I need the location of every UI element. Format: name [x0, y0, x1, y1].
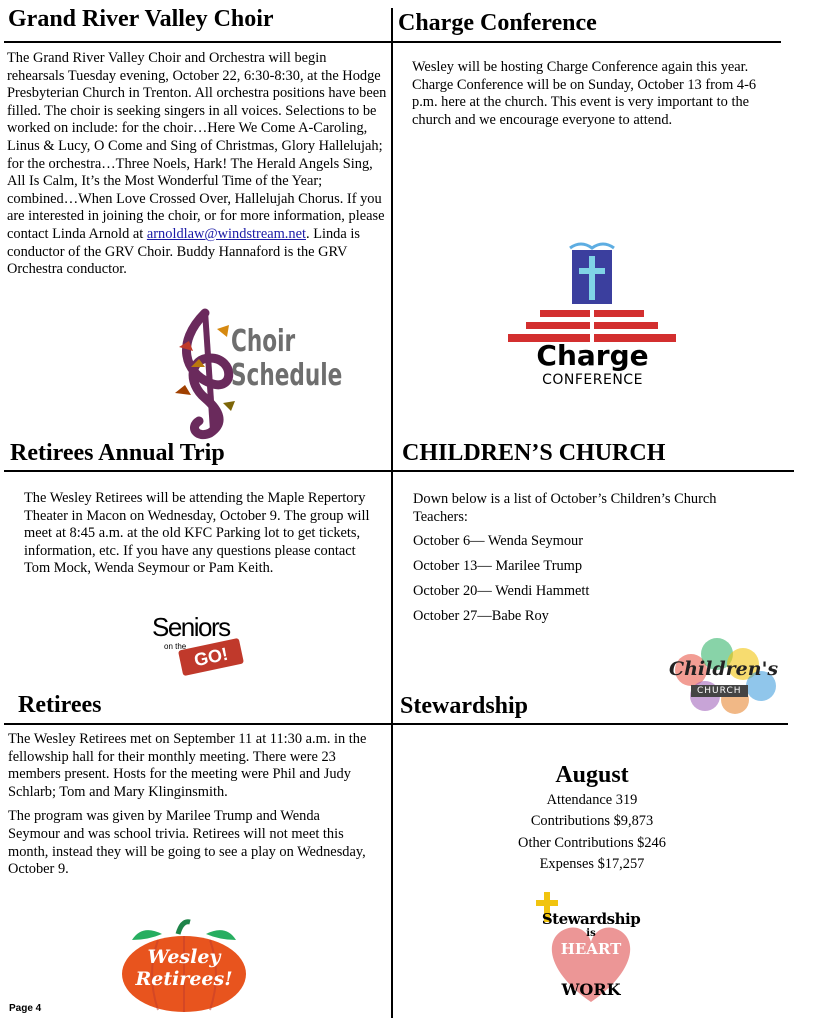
charge-logo-subtitle: CONFERENCE — [542, 372, 643, 388]
stewardship-line: Contributions $9,873 — [530, 813, 654, 830]
stewardship-line: Attendance 319 — [546, 792, 638, 808]
stewardship-heart-image — [530, 890, 652, 1014]
children-image-banner: CHURCH — [691, 685, 748, 697]
stewardship-line: Expenses $17,257 — [539, 855, 645, 872]
cross-steps-icon — [500, 240, 685, 352]
stewardship-image-line2: is — [586, 928, 596, 939]
pumpkin-line1: Wesley — [147, 946, 221, 968]
stewardship-image-line3: HEART — [560, 940, 622, 958]
teacher-item: October 6— Wenda Seymour — [413, 533, 584, 549]
charge-conference-logo — [500, 240, 685, 395]
charge-logo-title: Charge — [536, 339, 649, 372]
teacher-item: October 13— Marilee Trump — [413, 558, 583, 575]
stewardship-image-line1: Stewardship — [541, 910, 641, 928]
retirees-para-1: The Wesley Retirees met on September 11 at 11:30 a.m. in the fellowship hall for their monthly meeting. There were 23 members present. Hosts for the meeting were Phil and Judy Schlarb; Tom and Mary Klinginsmith. — [8, 731, 367, 800]
stewardship-summary — [492, 760, 692, 875]
vertical-divider — [391, 8, 393, 1018]
stewardship-heading: Stewardship — [400, 693, 529, 719]
trip-body: The Wesley Retirees will be attending the Maple Repertory Theater in Macon on Wednesday, October 9. The group will meet at 8:45 a.m. at the old KFC Parking lot to get tickets, information, etc. If you have any questions please contact Tom Mock, Wenda Seymour or Pam Keith. — [24, 490, 370, 577]
choir-body — [7, 50, 387, 279]
seniors-go: GO! — [192, 643, 230, 671]
divider-lower — [4, 723, 788, 725]
retirees-heading: Retirees — [18, 692, 102, 718]
wesley-retirees-pumpkin-image — [118, 918, 250, 1014]
stewardship-line: Other Contributions $246 — [518, 834, 666, 851]
teacher-item: October 20— Wendi Hammett — [413, 583, 590, 600]
teacher-item: October 27—Babe Roy — [413, 608, 549, 625]
children-heading: CHILDREN’S CHURCH — [402, 440, 666, 466]
retirees-body — [8, 731, 368, 879]
teacher-list — [413, 533, 773, 626]
choir-email-link[interactable]: arnoldlaw@windstream.net — [146, 225, 306, 242]
choir-text-2: . Linda is conductor of the GRV Choir. Buddy Hannaford is the GRV Orchestra conductor. — [7, 225, 360, 278]
stewardship-month: August — [555, 762, 629, 788]
children-intro: Down below is a list of October’s Children’s Church Teachers: — [413, 491, 717, 525]
charge-heading: Charge Conference — [398, 10, 597, 36]
charge-body: Wesley will be hosting Charge Conference again this year. Charge Conference will be on Sunday, October 13 from 4-6 p.m. here at the church. This event is very important to the church and we encourage everyone to attend. — [412, 59, 757, 128]
divider-middle — [4, 470, 794, 472]
pumpkin-line2: Retirees! — [135, 968, 233, 990]
seniors-word: Seniors — [152, 612, 230, 642]
children-image-word: Children's — [669, 658, 779, 680]
choir-image-line1: Choir — [231, 324, 296, 359]
choir-schedule-image — [165, 303, 343, 443]
choir-text-1: The Grand River Valley Choir and Orchestra will begin rehearsals Tuesday evening, October 22, 6:30-8:30, at the Hodge Presbyterian Church in Trenton. All orchestra positions have been filled. The choir is seeking singers in all voices. Selections to be worked on include: for the choir…Here We Come A-Caroling, Linus & Lucy, O Come and Sing of Christmas, Glory Hallelujah; for the orchestra…Three Noels, Hark! The Herald Angels Sing, All Is Calm, It’s the Most Wonderful Time of the Year; combined…When Love Crossed Over, Hallelujah Chorus. If you are interested in joining the choir, or for more information, please contact Linda Arnold at — [7, 50, 387, 242]
seniors-on-the: on the — [164, 642, 187, 651]
trip-heading: Retirees Annual Trip — [10, 440, 225, 466]
stewardship-image-line4: WORK — [561, 980, 621, 999]
retirees-para-2: The program was given by Marilee Trump and Wenda Seymour and was school trivia. Retirees will not meet this month, instead they will be going to see a play on Wednesday, October 9. — [8, 808, 366, 878]
divider-top — [4, 41, 781, 43]
choir-heading: Grand River Valley Choir — [8, 6, 274, 32]
page-number: Page 4 — [9, 1003, 42, 1014]
childrens-church-image — [665, 630, 783, 722]
seniors-on-the-go-image — [150, 612, 255, 682]
choir-image-line2: Schedule — [231, 358, 343, 393]
